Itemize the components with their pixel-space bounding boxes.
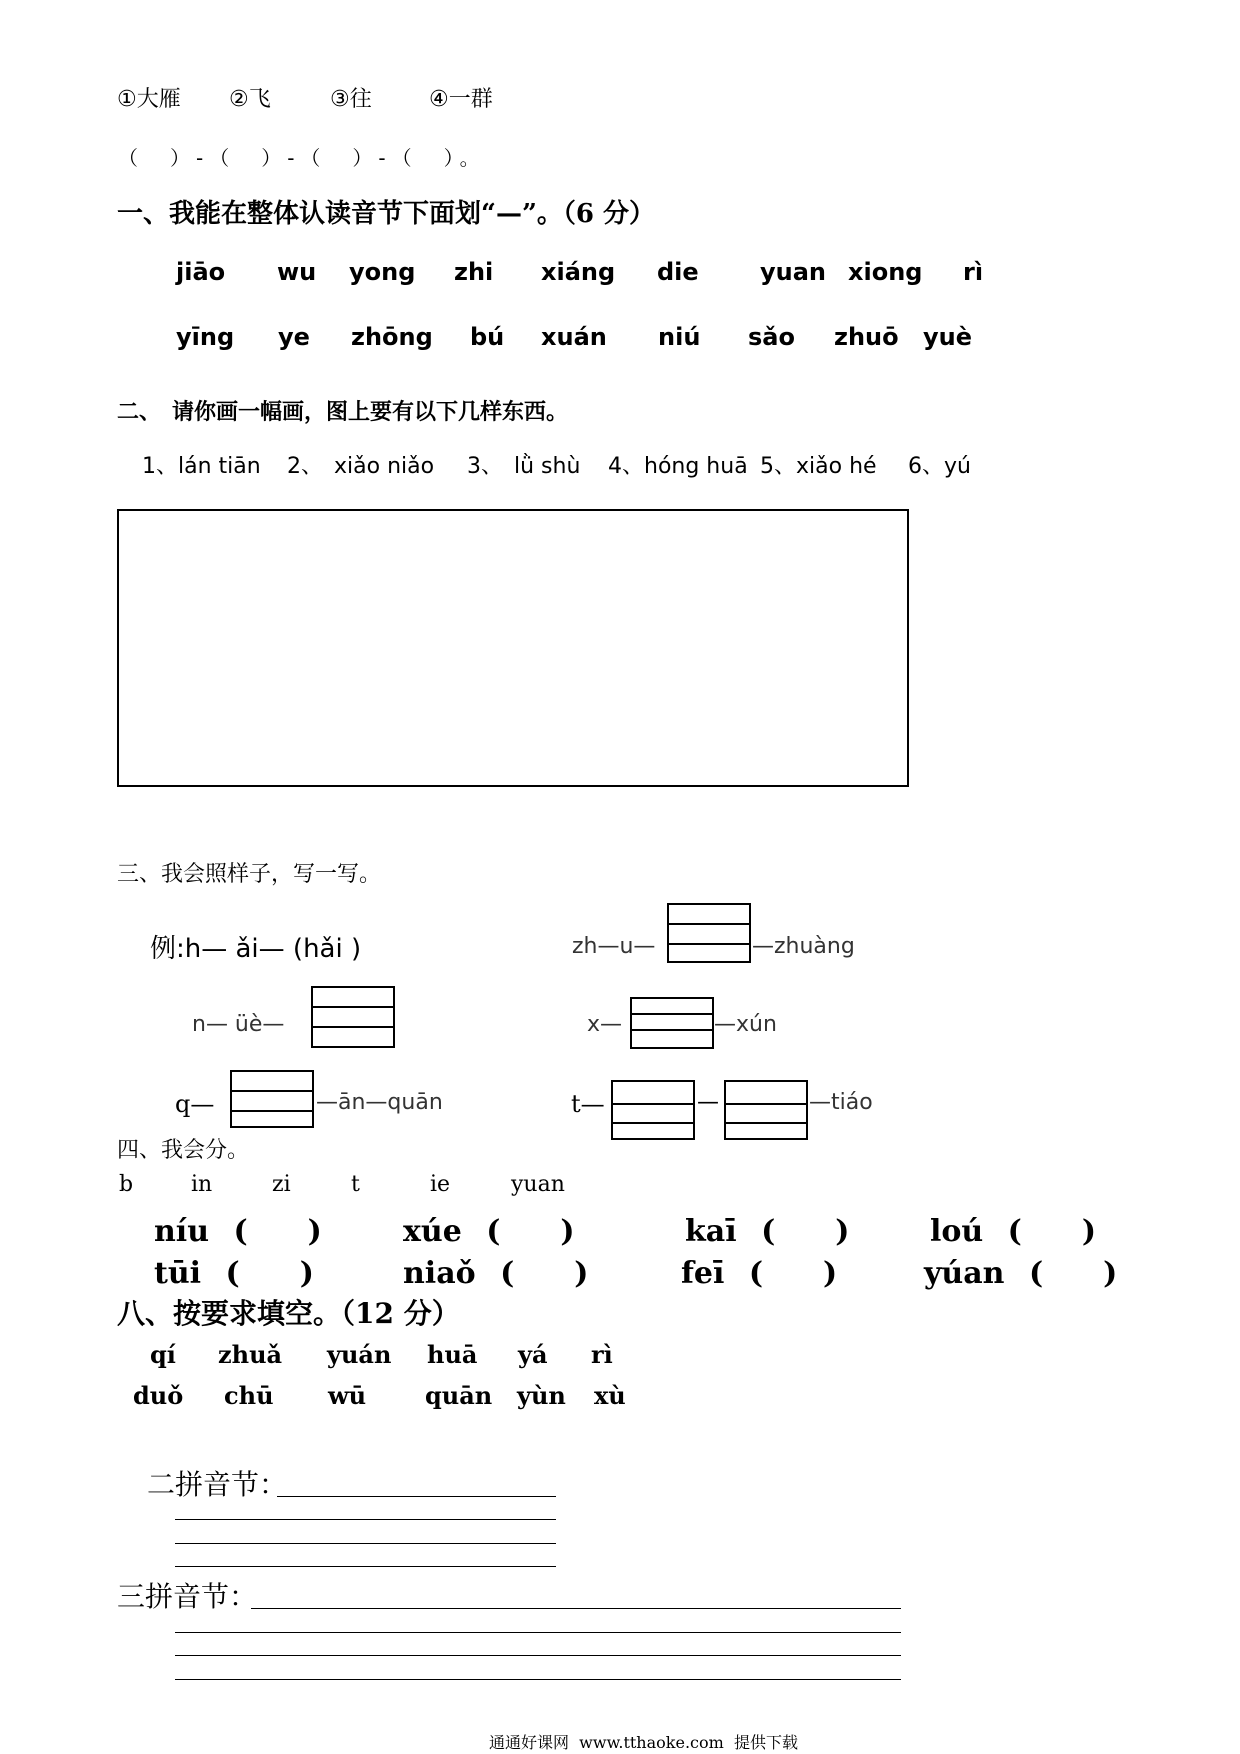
q2-title: 二、 请你画一幅画，图上要有以下几样东西。 xyxy=(117,399,569,425)
answer-box[interactable] xyxy=(630,997,714,1049)
syllable: zhuō xyxy=(834,323,899,351)
two-syllable-label: 二拼音节： xyxy=(147,1468,288,1501)
syllable: ye xyxy=(278,323,310,351)
drawing-item: 3、 lǜ shù xyxy=(467,454,581,479)
q3-example: 例:h— ǎi— (hǎi ) xyxy=(150,934,362,964)
syllable: qí xyxy=(150,1340,176,1369)
classify-item: yúan ( ) xyxy=(924,1256,1118,1291)
t-suffix: —tiáo xyxy=(809,1090,873,1115)
category-label: in xyxy=(191,1172,213,1197)
answer-line[interactable] xyxy=(175,1632,901,1633)
syllable: xiáng xyxy=(541,258,616,286)
syllable: xù xyxy=(594,1381,626,1410)
classify-item: tūi ( ) xyxy=(154,1256,314,1291)
syllable: yá xyxy=(518,1340,548,1369)
syllable: zhi xyxy=(454,258,494,286)
category-label: t xyxy=(351,1172,360,1197)
syllable: rì xyxy=(591,1340,613,1369)
syllable: huā xyxy=(427,1340,478,1369)
option-3: ③往 xyxy=(330,87,372,112)
syllable: duǒ xyxy=(133,1381,184,1410)
x-suffix: —xún xyxy=(714,1012,777,1037)
syllable: zhuǎ xyxy=(218,1340,283,1369)
option-1: ①大雁 xyxy=(117,87,181,112)
syllable: yuè xyxy=(923,323,973,351)
classify-item: feī ( ) xyxy=(681,1256,838,1291)
drawing-item: 5、xiǎo hé xyxy=(760,454,877,479)
category-label: b xyxy=(119,1172,134,1197)
answer-line[interactable] xyxy=(175,1655,901,1656)
drawing-item: 6、yú xyxy=(908,454,971,479)
syllable: rì xyxy=(963,258,984,286)
answer-line[interactable] xyxy=(175,1519,556,1520)
three-syllable-label: 三拼音节： xyxy=(117,1580,258,1613)
answer-box[interactable] xyxy=(667,903,751,963)
n-prefix: n— üè— xyxy=(192,1012,285,1037)
syllable: yùn xyxy=(517,1381,566,1410)
answer-line[interactable] xyxy=(277,1496,556,1497)
classify-item: loú ( ) xyxy=(930,1214,1097,1249)
syllable: zhōng xyxy=(351,323,433,351)
syllable: wū xyxy=(328,1381,367,1410)
answer-box[interactable] xyxy=(724,1080,808,1140)
answer-box[interactable] xyxy=(311,986,395,1048)
classify-item: níu ( ) xyxy=(154,1214,322,1249)
classify-item: kaī ( ) xyxy=(685,1214,850,1249)
order-line: （ ）-（ ）-（ ）-（ ）。 xyxy=(118,146,486,170)
answer-box[interactable] xyxy=(611,1080,695,1140)
drawing-item: 1、lán tiān xyxy=(142,454,261,479)
x-prefix: x— xyxy=(587,1012,623,1037)
syllable: sǎo xyxy=(748,323,795,351)
syllable: yīng xyxy=(176,323,235,351)
q-suffix: —ān—quān xyxy=(316,1090,443,1115)
syllable: yuán xyxy=(327,1340,392,1369)
option-4: ④一群 xyxy=(429,87,493,112)
category-label: zi xyxy=(272,1172,291,1197)
syllable: xiong xyxy=(848,258,923,286)
syllable: quān xyxy=(425,1381,493,1410)
q3-title: 三、我会照样子，写一写。 xyxy=(117,862,382,887)
q8-title: 八、按要求填空。（12 分） xyxy=(117,1297,460,1330)
zh-suffix: —zhuàng xyxy=(752,934,855,959)
q1-title: 一、我能在整体认读音节下面划“—”。（6 分） xyxy=(117,199,656,229)
syllable: wu xyxy=(277,258,317,286)
answer-line[interactable] xyxy=(175,1543,556,1544)
q4-title: 四、我会分。 xyxy=(117,1138,250,1163)
drawing-item: 2、 xiǎo niǎo xyxy=(287,454,435,479)
answer-line[interactable] xyxy=(175,1679,901,1680)
answer-line[interactable] xyxy=(251,1608,901,1609)
answer-box[interactable] xyxy=(230,1070,314,1128)
classify-item: niaǒ ( ) xyxy=(403,1256,589,1291)
syllable: die xyxy=(657,258,699,286)
drawing-item: 4、hóng huā xyxy=(608,454,748,479)
option-2: ②飞 xyxy=(229,87,271,112)
category-label: ie xyxy=(430,1172,451,1197)
syllable: xuán xyxy=(541,323,607,351)
syllable: jiāo xyxy=(176,258,226,286)
classify-item: xúe ( ) xyxy=(403,1214,575,1249)
t-connector: — xyxy=(697,1090,719,1115)
syllable: niú xyxy=(658,323,701,351)
zh-prefix: zh—u— xyxy=(572,934,656,959)
category-label: yuan xyxy=(511,1172,565,1197)
drawing-area[interactable] xyxy=(117,509,909,787)
q-prefix: q— xyxy=(175,1090,215,1118)
syllable: yuan xyxy=(760,258,827,286)
t-prefix: t— xyxy=(571,1090,605,1118)
answer-line[interactable] xyxy=(175,1566,556,1567)
syllable: yong xyxy=(349,258,416,286)
footer-text: 通通好课网 www.tthaoke.com 提供下载 xyxy=(489,1733,798,1752)
syllable: chū xyxy=(224,1381,274,1410)
syllable: bú xyxy=(470,323,505,351)
